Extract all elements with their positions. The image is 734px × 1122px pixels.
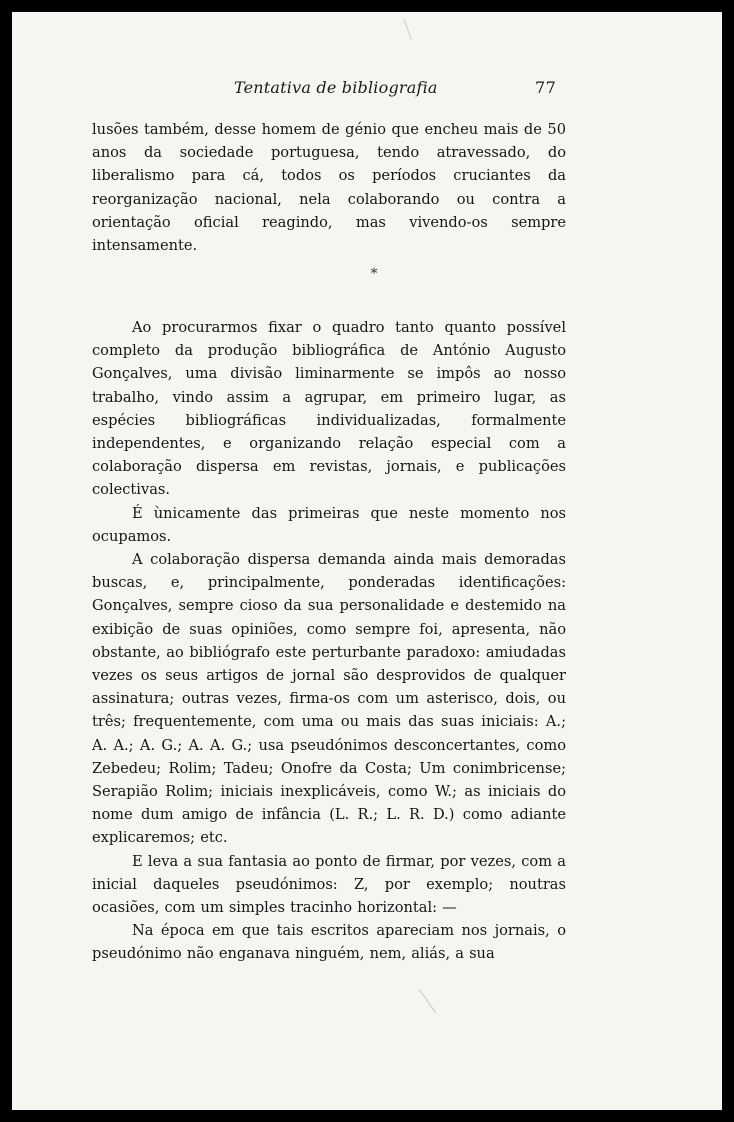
paragraph-continued: lusões também, desse homem de génio que encheu mais de 50 anos da sociedade portuguesa, tendo atravessado, do liberalismo para cá, todos os períodos cruciantes da reorganização nacional, nela colaborando ou contra a orientação oficial reagindo, mas vivendo-os sempre intensamente. — [92, 121, 566, 255]
book-page — [12, 12, 722, 1110]
text-block-bottom — [92, 316, 566, 966]
paragraph: É ùnicamente das primeiras que neste momento nos ocupamos. — [92, 504, 566, 545]
paragraph: E leva a sua fantasia ao ponto de firmar, por vezes, com a inicial daqueles pseudónimos: Z, por exemplo; noutras ocasiões, com um simples tracinho horizontal: — — [92, 852, 566, 917]
paper-scratch-mark — [403, 18, 411, 39]
section-separator-asterisk: * — [370, 266, 378, 282]
paragraph: Ao procurarmos fixar o quadro tanto quanto possível completo da produção bibliográfica de António Augusto Gonçalves, uma divisão liminarmente se impôs ao nosso trabalho, vindo assim a agrupar, em primeiro lugar, as espécies bibliográficas individualizadas, formalmente independentes, e organizando relação especial com a colaboração dispersa em revistas, jornais, e publicações colectivas. — [92, 319, 566, 499]
paper-scratch-mark — [419, 989, 436, 1013]
paragraph: A colaboração dispersa demanda ainda mais demoradas buscas, e, principalmente, ponderadas identificações: Gonçalves, sempre cioso da sua personalidade e destemido na exibição de suas opiniões, como sempre foi, apresenta, não obstante, ao bibliógrafo este perturbante paradoxo: amiudadas vezes os seus artigos de jornal são desprovidos de qualquer assinatura; outras vezes, firma-os com um asterisco, dois, ou três; frequentemente, com uma ou mais das suas iniciais: A.; A. A.; A. G.; A. A. G.; usa pseudónimos desconcertantes, como Zebedeu; Rolim; Tadeu; Onofre da Costa; Um conimbricense; Serapião Rolim; iniciais inexplicáveis, como W.; as iniciais do nome dum amigo de infância (L. R.; L. R. D.) como adiante explicaremos; etc. — [92, 551, 566, 847]
text-block-top — [92, 118, 566, 257]
running-head — [12, 78, 722, 100]
running-head-title: Tentativa de bibliografia — [234, 78, 438, 97]
paragraph: Na época em que tais escritos apareciam nos jornais, o pseudónimo não enganava ninguém, nem, aliás, a sua — [92, 922, 566, 963]
page-number: 77 — [535, 78, 557, 97]
